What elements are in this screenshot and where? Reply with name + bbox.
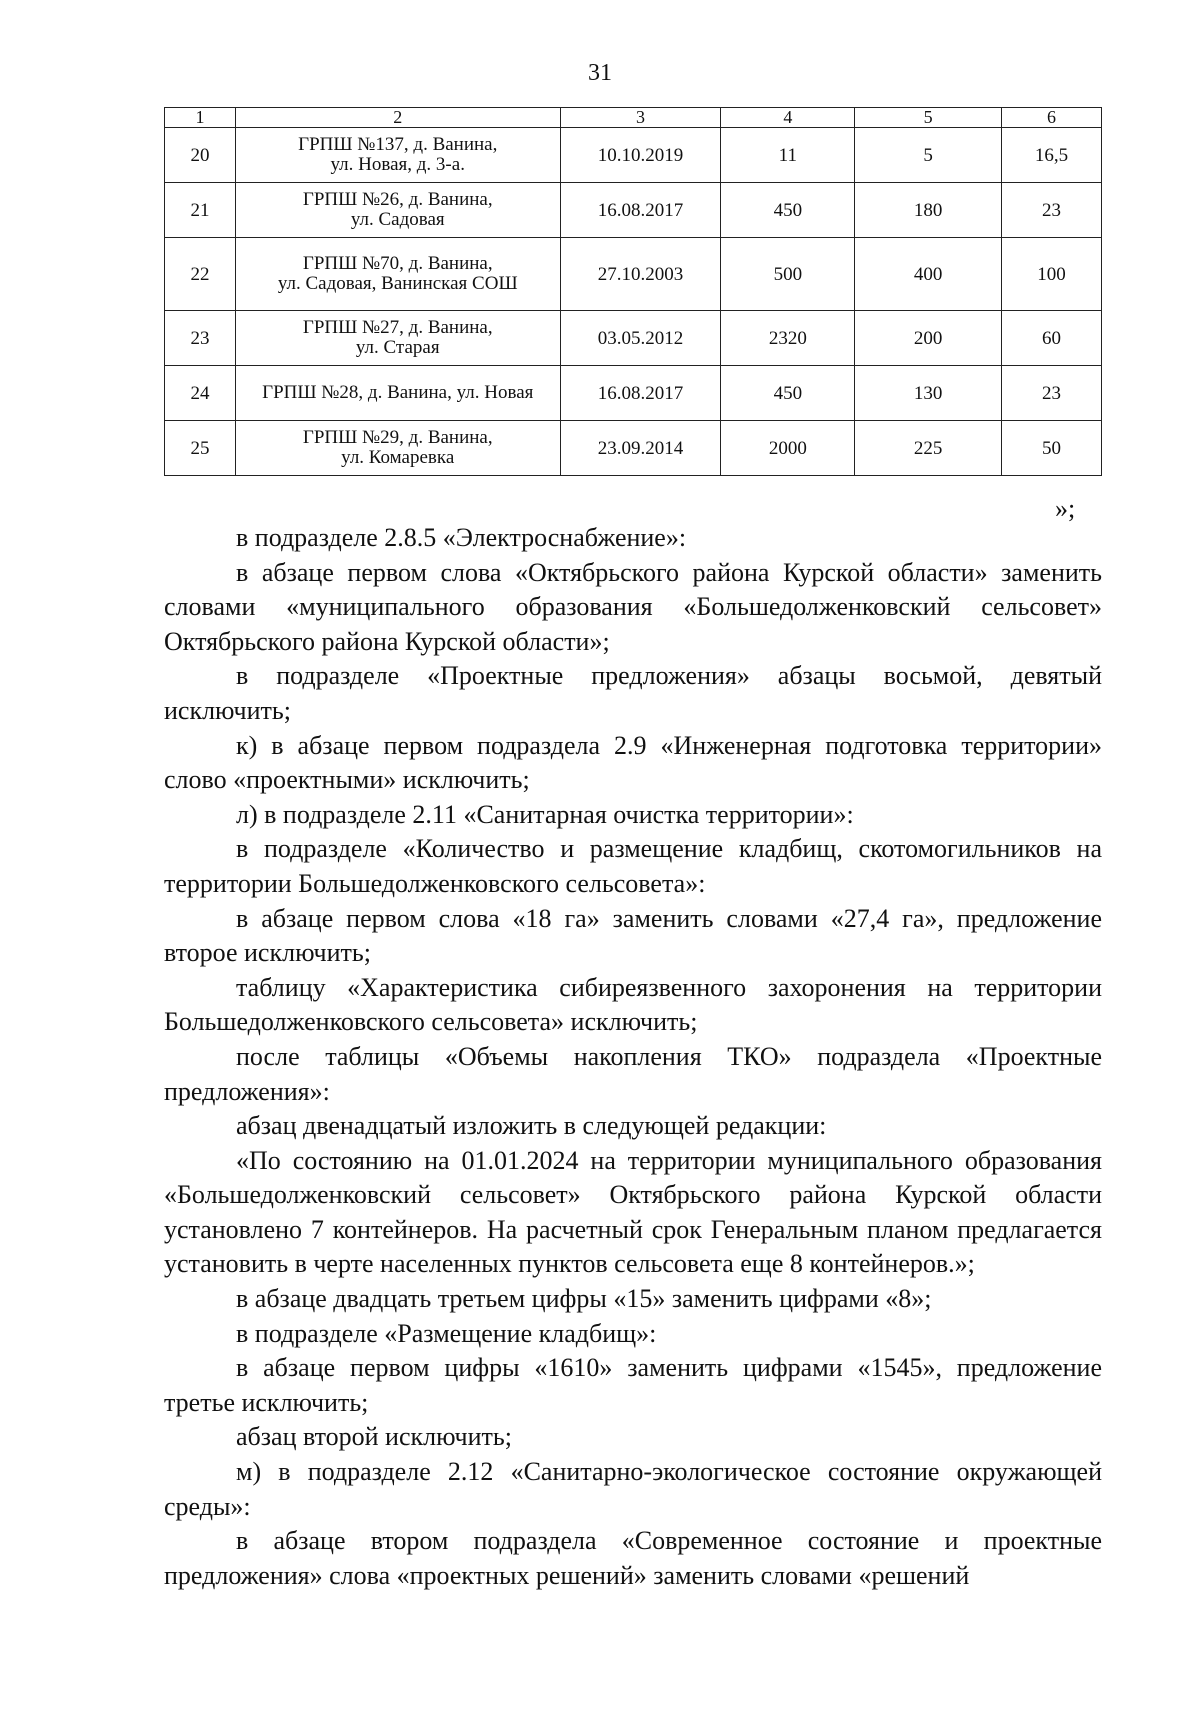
row-number: 20 [165,128,236,183]
install-date: 16.08.2017 [560,183,721,238]
header-cell: 2 [235,108,560,128]
paragraph: в подразделе «Количество и размещение кладбищ, скотомогильников на территории Большедолженковского сельсовета»: [164,834,1102,898]
page-number: 31 [588,60,612,86]
table-row [165,366,1102,421]
paragraph: в подразделе 2.8.5 «Электроснабжение»: [236,523,687,552]
station-name [235,238,560,311]
cell-col5: 400 [855,238,1002,311]
header-cell: 6 [1002,108,1102,128]
install-date: 27.10.2003 [560,238,721,311]
station-name: ГРПШ №28, д. Ванина, ул. Новая [235,366,560,421]
paragraph: после таблицы «Объемы накопления ТКО» подраздела «Проектные предложения»: [164,1041,1102,1106]
header-cell: 4 [721,108,855,128]
station-name-line2: ул. Новая, д. 3-а. [330,154,465,175]
cell-col5: 200 [855,311,1002,366]
table-row [165,183,1102,238]
station-name-line1: ГРПШ №70, д. Ванина, [302,253,493,274]
install-date: 16.08.2017 [560,366,721,421]
paragraph: л) в подразделе 2.11 «Санитарная очистка территории»: [236,799,854,829]
station-name [235,128,560,183]
install-date: 23.09.2014 [560,421,721,476]
cell-col4: 450 [721,183,855,238]
install-date: 10.10.2019 [560,128,721,183]
paragraph: м) в подразделе 2.12 «Санитарно-экологическое состояние окружающей среды»: [164,1457,1102,1521]
row-number: 23 [165,311,236,366]
document-body [164,521,1102,1593]
gas-regulators-table [164,107,1102,476]
cell-col5: 5 [855,128,1002,183]
cell-col5: 225 [855,421,1002,476]
cell-col4: 450 [721,366,855,421]
cell-col4: 500 [721,238,855,311]
station-name-line2: ул. Садовая [350,209,445,230]
cell-col6: 60 [1002,311,1102,366]
cell-col5: 180 [855,183,1002,238]
station-name-line1: ГРПШ №137, д. Ванина, [298,134,498,155]
paragraph: в абзаце первом слова «18 га» заменить словами «27,4 га», предложение второе исключить; [164,903,1102,968]
station-name-line1: ГРПШ №27, д. Ванина, [302,317,493,338]
table-header-row [165,108,1102,128]
station-name-line2: ул. Комаревка [341,447,455,468]
paragraph: абзац двенадцатый изложить в следующей редакции: [236,1111,827,1141]
paragraph: в подразделе «Проектные предложения» абзацы восьмой, девятый исключить; [164,661,1102,725]
paragraph: к) в абзаце первом подраздела 2.9 «Инженерная подготовка территории» слово «проектными» исключить; [164,730,1102,795]
station-name-line1: ГРПШ №26, д. Ванина, [302,189,493,210]
row-number: 22 [165,238,236,311]
table-row [165,128,1102,183]
station-name [235,421,560,476]
cell-col6: 23 [1002,366,1102,421]
paragraph: таблицу «Характеристика сибиреязвенного захоронения на территории Большедолженковского сельсовета» исключить; [164,972,1102,1037]
row-number: 21 [165,183,236,238]
paragraph: в абзаце первом слова «Октябрьского района Курской области» заменить словами «муниципального образования «Большедолженковский сельсовет» Октябрьского района Курской области»; [164,557,1102,656]
station-name-line1: ГРПШ №29, д. Ванина, [302,427,493,448]
cell-col6: 23 [1002,183,1102,238]
header-cell: 5 [855,108,1002,128]
table-row [165,238,1102,311]
row-number: 25 [165,421,236,476]
cell-col4: 11 [721,128,855,183]
row-number: 24 [165,366,236,421]
station-name-line2: ул. Садовая, Ванинская СОШ [277,273,518,294]
paragraph: в абзаце первом цифры «1610» заменить цифрами «1545», предложение третье исключить; [164,1353,1102,1417]
table-closing-quote: »; [1055,494,1076,523]
paragraph: в подразделе «Размещение кладбищ»: [236,1318,657,1348]
station-name [235,311,560,366]
table-row [165,421,1102,476]
cell-col6: 50 [1002,421,1102,476]
paragraph: в абзаце двадцать третьем цифры «15» заменить цифрами «8»; [236,1284,932,1314]
paragraph: в абзаце втором подраздела «Современное состояние и проектные предложения» слова «проектных решений» заменить словами «решений [164,1526,1102,1590]
station-name-line2: ул. Старая [355,337,440,358]
install-date: 03.05.2012 [560,311,721,366]
header-cell: 1 [165,108,236,128]
header-cell: 3 [560,108,721,128]
cell-col5: 130 [855,366,1002,421]
cell-col6: 16,5 [1002,128,1102,183]
paragraph: «По состоянию на 01.01.2024 на территории муниципального образования «Большедолженковский сельсовет» Октябрьского района Курской области установлено 7 контейнеров. На расчетный срок Генеральным планом предлагается установить в черте населенных пунктов сельсовета еще 8 контейнеров.»; [164,1145,1102,1279]
station-name [235,183,560,238]
cell-col4: 2000 [721,421,855,476]
cell-col6: 100 [1002,238,1102,311]
paragraph: абзац второй исключить; [236,1422,512,1452]
cell-col4: 2320 [721,311,855,366]
table-row [165,311,1102,366]
